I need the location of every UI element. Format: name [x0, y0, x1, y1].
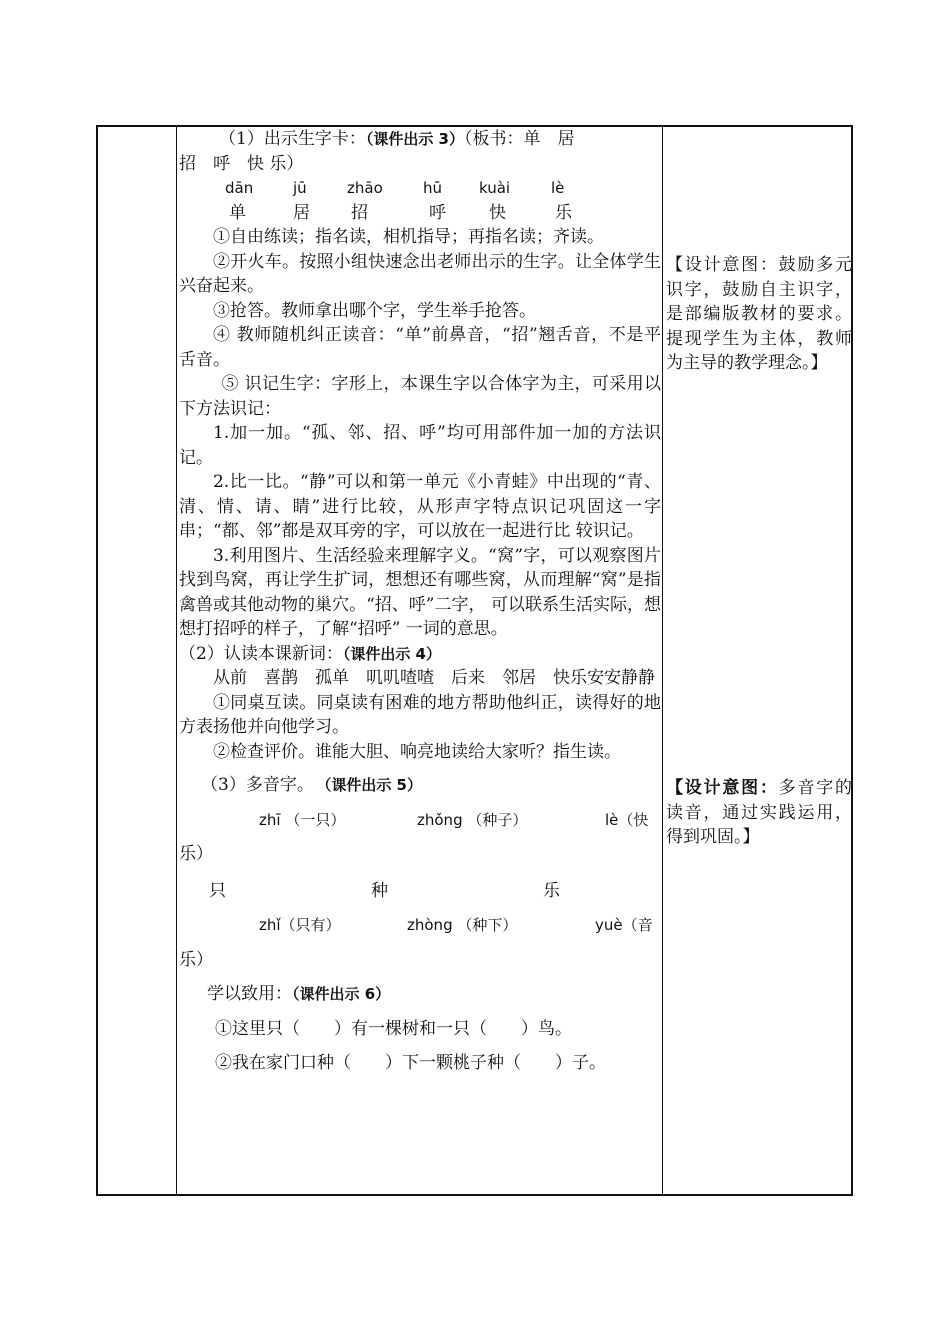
teaching-content: [179, 127, 661, 1076]
sec3-title: （3）多音字。 （课件出示 5）: [201, 775, 422, 795]
char-row: 单 居 招 呼 快 乐: [229, 202, 572, 223]
polyphone-row2-tail: 乐）: [179, 949, 213, 970]
practice-q1: ①这里只（ ）有一棵树和一只（ ）鸟。: [215, 1018, 572, 1039]
column-divider-right: [662, 127, 663, 1194]
design-note-1: 【设计意图：鼓励多元识字，鼓励自主识字，是部编版教材的要求。提现学生为主体，教师为主导的教学理念。】: [666, 255, 852, 373]
sec1-p4: ④ 教师随机纠正读音：“单”前鼻音，“招”翘舌音，不是平舌音。: [179, 325, 661, 370]
practice-title: 学以致用：（课件出示 6）: [207, 984, 391, 1004]
polyphone-row2: zhǐ（只有） zhòng （种下） yuè（音: [259, 916, 653, 934]
sec1-p3: ③抢答。教师拿出哪个字，学生举手抢答。: [213, 300, 536, 321]
pinyin-row: dān jū zhāo hū kuài lè: [225, 179, 565, 197]
sec1-line1: （1）出示生字卡：（课件出示 3）（板书：单 居: [219, 129, 575, 149]
polyphone-chars: 只 种 乐: [209, 880, 560, 901]
polyphone-row1-tail: 乐）: [179, 844, 213, 864]
sec2-p2: ②检查评价。谁能大胆、响亮地读给大家听？指生读。: [213, 741, 621, 762]
sec1-p1: ①自由练读；指名读，相机指导；再指名读；齐读。: [213, 227, 604, 247]
column-divider-left: [176, 127, 177, 1194]
sec1-p8: 3.利用图片、生活经验来理解字义。“窝”字，可以观察图片找到鸟窝，再让学生扩词，想想还有哪些窝，从而理解“窝”是指禽兽或其他动物的巢穴。“招、呼”二字， 可以联系生活实际，想想打招呼的样子，了解“招呼” 一词的意思。: [179, 545, 661, 639]
design-note-2: 【设计意图：多音字的读音，通过实践运用，得到巩固。】: [666, 778, 853, 847]
practice-q2: ②我在家门口种（ ）下一颗桃子种（ ）子。: [215, 1053, 606, 1073]
sec1-p7: 2.比一比。“静”可以和第一单元《小青蛙》中出现的“青、清、情、请、睛”进行比较，从形声字特点识记巩固这一字串；“都、邻”都是双耳旁的字，可以放在一起进行比 较识记。: [179, 472, 661, 541]
sec2-words: 从前 喜鹊 孤单 叽叽喳喳 后来 邻居 快乐安安静静: [213, 668, 655, 688]
polyphone-row1: zhī （一只） zhǒng （种子） lè（快: [259, 810, 649, 829]
lesson-table: [96, 125, 853, 1196]
sec2-title: （2）认读本课新词：（课件出示 4）: [179, 643, 441, 664]
sec1-p5: ⑤ 识记生字：字形上，本课生字以合体字为主，可采用以下方法识记：: [179, 374, 661, 419]
sec1-p2: ②开火车。按照小组快速念出老师出示的生字。让全体学生兴奋起来。: [179, 251, 661, 296]
sec2-p1: ①同桌互读。同桌读有困难的地方帮助他纠正，读得好的地方表扬他并向他学习。: [179, 692, 661, 737]
sec1-line2: 招 呼 快 乐）: [179, 153, 304, 174]
sec1-p6: 1.加一加。“孤、邻、招、呼”均可用部件加一加的方法识记。: [179, 423, 661, 468]
